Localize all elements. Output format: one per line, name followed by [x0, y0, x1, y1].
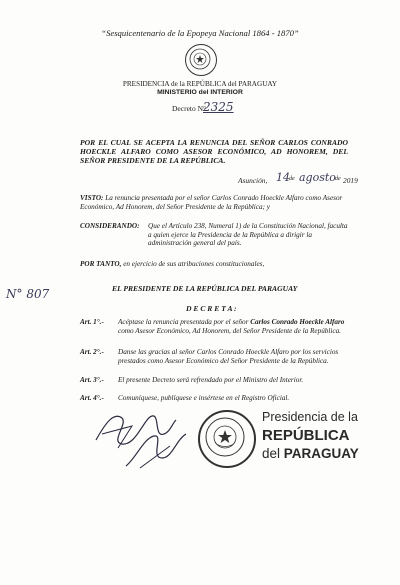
president-heading: EL PRESIDENTE DE LA REPÚBLICA DEL PARAGUAY — [112, 284, 298, 293]
article-1-name: Carlos Conrado Hoeckle Alfaro — [250, 318, 345, 326]
article-2-label: Art. 2°.- — [80, 348, 104, 356]
date-month: agosto — [299, 171, 336, 184]
date-city: Asunción, — [238, 176, 268, 185]
decree-title: POR EL CUAL SE ACEPTA LA RENUNCIA DEL SEÑOR CARLOS CONRADO HOECKLE ALFARO COMO ASESOR ECONÓMICO, AD HONOREM, DEL SEÑOR PRESIDENTE DE LA REPÚBLICA. — [80, 138, 348, 166]
decree-label: Decreto N° — [172, 104, 207, 113]
visto-label: VISTO: — [80, 194, 104, 202]
decree-number-handwritten: 2325 — [203, 100, 234, 114]
visto-text: La renuncia presentada por el señor Carlos Conrado Hoeckle Alfaro como Asesor Económico, Ad Honorem, del Señor Presidente de la República; y — [80, 194, 343, 211]
ministry-line: MINISTERIO del INTERIOR — [157, 89, 243, 96]
presidency-line: PRESIDENCIA de la REPÚBLICA del PARAGUAY — [122, 80, 278, 88]
coat-of-arms-seal-icon — [185, 44, 217, 76]
article-4-label: Art. 4°.- — [80, 394, 104, 402]
article-4-text: Comuníquese, publíquese e insértese en el Registro Oficial. — [118, 394, 290, 402]
article-1-text-a: Acéptase la renuncia presentada por el señor — [118, 318, 251, 326]
por-tanto-label: POR TANTO, — [80, 260, 122, 268]
date-de-2: de — [335, 176, 341, 182]
decree-number-row — [172, 101, 262, 115]
date-year: 2019 — [343, 176, 358, 185]
signature-president-image — [120, 428, 190, 472]
decreta-heading: D E C R E T A : — [186, 304, 237, 313]
considerando-text: Que el Artículo 238, Numeral 1) de la Constitución Nacional, faculta a quien ejerce la Presidencia de la República a dirigir la administración general del país. — [148, 222, 348, 248]
por-tanto-text: en ejercicio de sus atribuciones constitucionales, — [123, 260, 265, 268]
presidency-seal-icon — [198, 410, 256, 468]
margin-registry-number: N° 807 — [6, 287, 50, 301]
date-line — [238, 172, 358, 188]
por-tanto-section — [80, 260, 348, 269]
considerando-label: CONSIDERANDO: — [80, 222, 140, 230]
article-1-text-b: como Asesor Económico, Ad Honorem, del Señor Presidente de la República. — [118, 326, 341, 335]
footer-logo-line2: REPÚBLICA — [262, 427, 350, 444]
article-1-label: Art. 1°.- — [80, 318, 104, 326]
footer-logo — [262, 410, 396, 474]
date-day: 14 — [276, 171, 290, 184]
article-3-label: Art. 3°.- — [80, 376, 104, 384]
article-2-text: Danse las gracias al señor Carlos Conrado Hoeckle Alfaro por los servicios prestados como Asesor Económico del Señor Presidente de la República. — [118, 348, 339, 365]
footer-logo-paraguay: PARAGUAY — [283, 446, 359, 461]
visto-section — [80, 194, 348, 211]
article-1-text — [118, 318, 350, 335]
footer-logo-line1: Presidencia de la — [262, 410, 358, 424]
date-de-1: de — [289, 176, 295, 182]
footer-logo-del: del — [262, 446, 284, 461]
article-3-text: El presente Decreto será refrendado por el Ministro del Interior. — [118, 376, 304, 384]
footer-logo-line3 — [262, 446, 359, 461]
motto: “Sesquicentenario de la Epopeya Nacional 1864 - 1870” — [101, 28, 299, 38]
